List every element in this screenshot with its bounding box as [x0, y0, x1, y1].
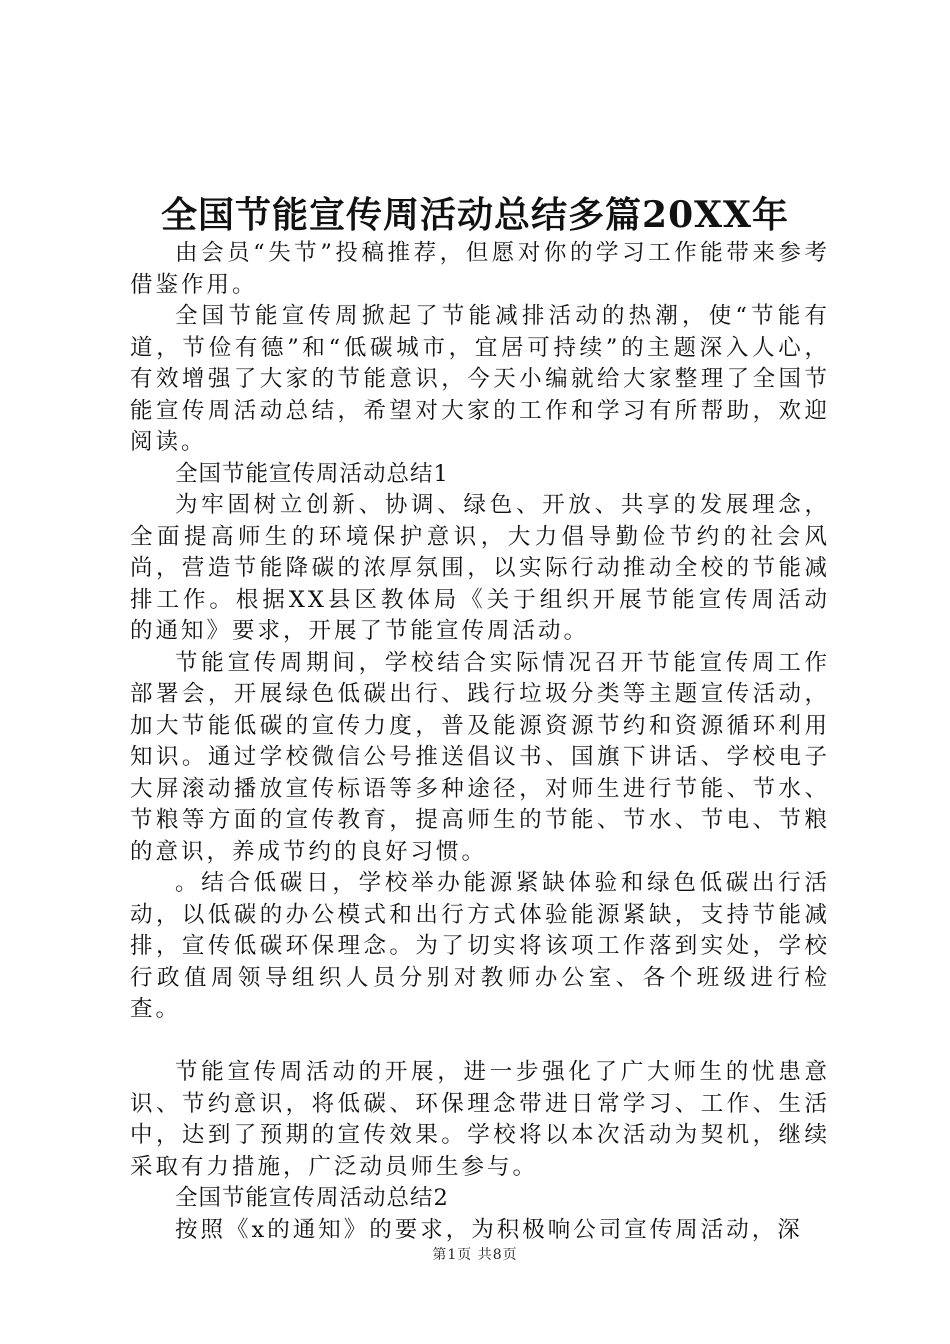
- body-paragraph: 节能宣传周活动的开展，进一步强化了广大师生的忧患意识、节约意识，将低碳、环保理念带进日常学习、工作、生活中，达到了预期的宣传效果。学校将以本次活动为契机，继续采取有力措施，广泛动员师生参与。: [130, 1059, 830, 1180]
- intro-paragraph: 全国节能宣传周掀起了节能减排活动的热潮，使“节能有道，节俭有德”和“低碳城市，宜居可持续”的主题深入人心，有效增强了大家的节能意识，今天小编就给大家整理了全国节能宣传周活动总结，希望对大家的工作和学习有所帮助，欢迎阅读。: [130, 303, 830, 455]
- document-title: 全国节能宣传周活动总结多篇20XX年: [161, 194, 789, 236]
- section-heading-2: 全国节能宣传周活动总结2: [175, 1185, 449, 1211]
- section-heading-1: 全国节能宣传周活动总结1: [175, 460, 449, 487]
- intro-note-paragraph: 由会员“失节”投稿推荐，但愿对你的学习工作能带来参考借鉴作用。: [130, 240, 830, 298]
- body-paragraph: 。结合低碳日，学校举办能源紧缺体验和绿色低碳出行活动，以低碳的办公模式和出行方式体验能源紧缺，支持节能减排，宣传低碳环保理念。为了切实将该项工作落到实处，学校行政值周领导组织人员分别对教师办公室、各个班级进行检查。: [130, 870, 830, 1022]
- document-body: [130, 238, 830, 1246]
- body-paragraph: 为牢固树立创新、协调、绿色、开放、共享的发展理念，全面提高师生的环境保护意识，大力倡导勤俭节约的社会风尚，营造节能降碳的浓厚氛围，以实际行动推动全校的节能减排工作。根据XX县区教体局《关于组织开展节能宣传周活动的通知》要求，开展了节能宣传周活动。: [130, 492, 830, 644]
- page-number-footer: 第1页 共8页: [432, 1247, 518, 1263]
- body-paragraph: 按照《x的通知》的要求，为积极响公司宣传周活动，深: [175, 1216, 803, 1243]
- body-paragraph: 节能宣传周期间，学校结合实际情况召开节能宣传周工作部署会，开展绿色低碳出行、践行垃圾分类等主题宣传活动，加大节能低碳的宣传力度，普及能源资源节约和资源循环利用知识。通过学校微信公号推送倡议书、国旗下讲话、学校电子大屏滚动播放宣传标语等多种途径，对师生进行节能、节水、节粮等方面的宣传教育，提高师生的节能、节水、节电、节粮的意识，养成节约的良好习惯。: [130, 649, 830, 865]
